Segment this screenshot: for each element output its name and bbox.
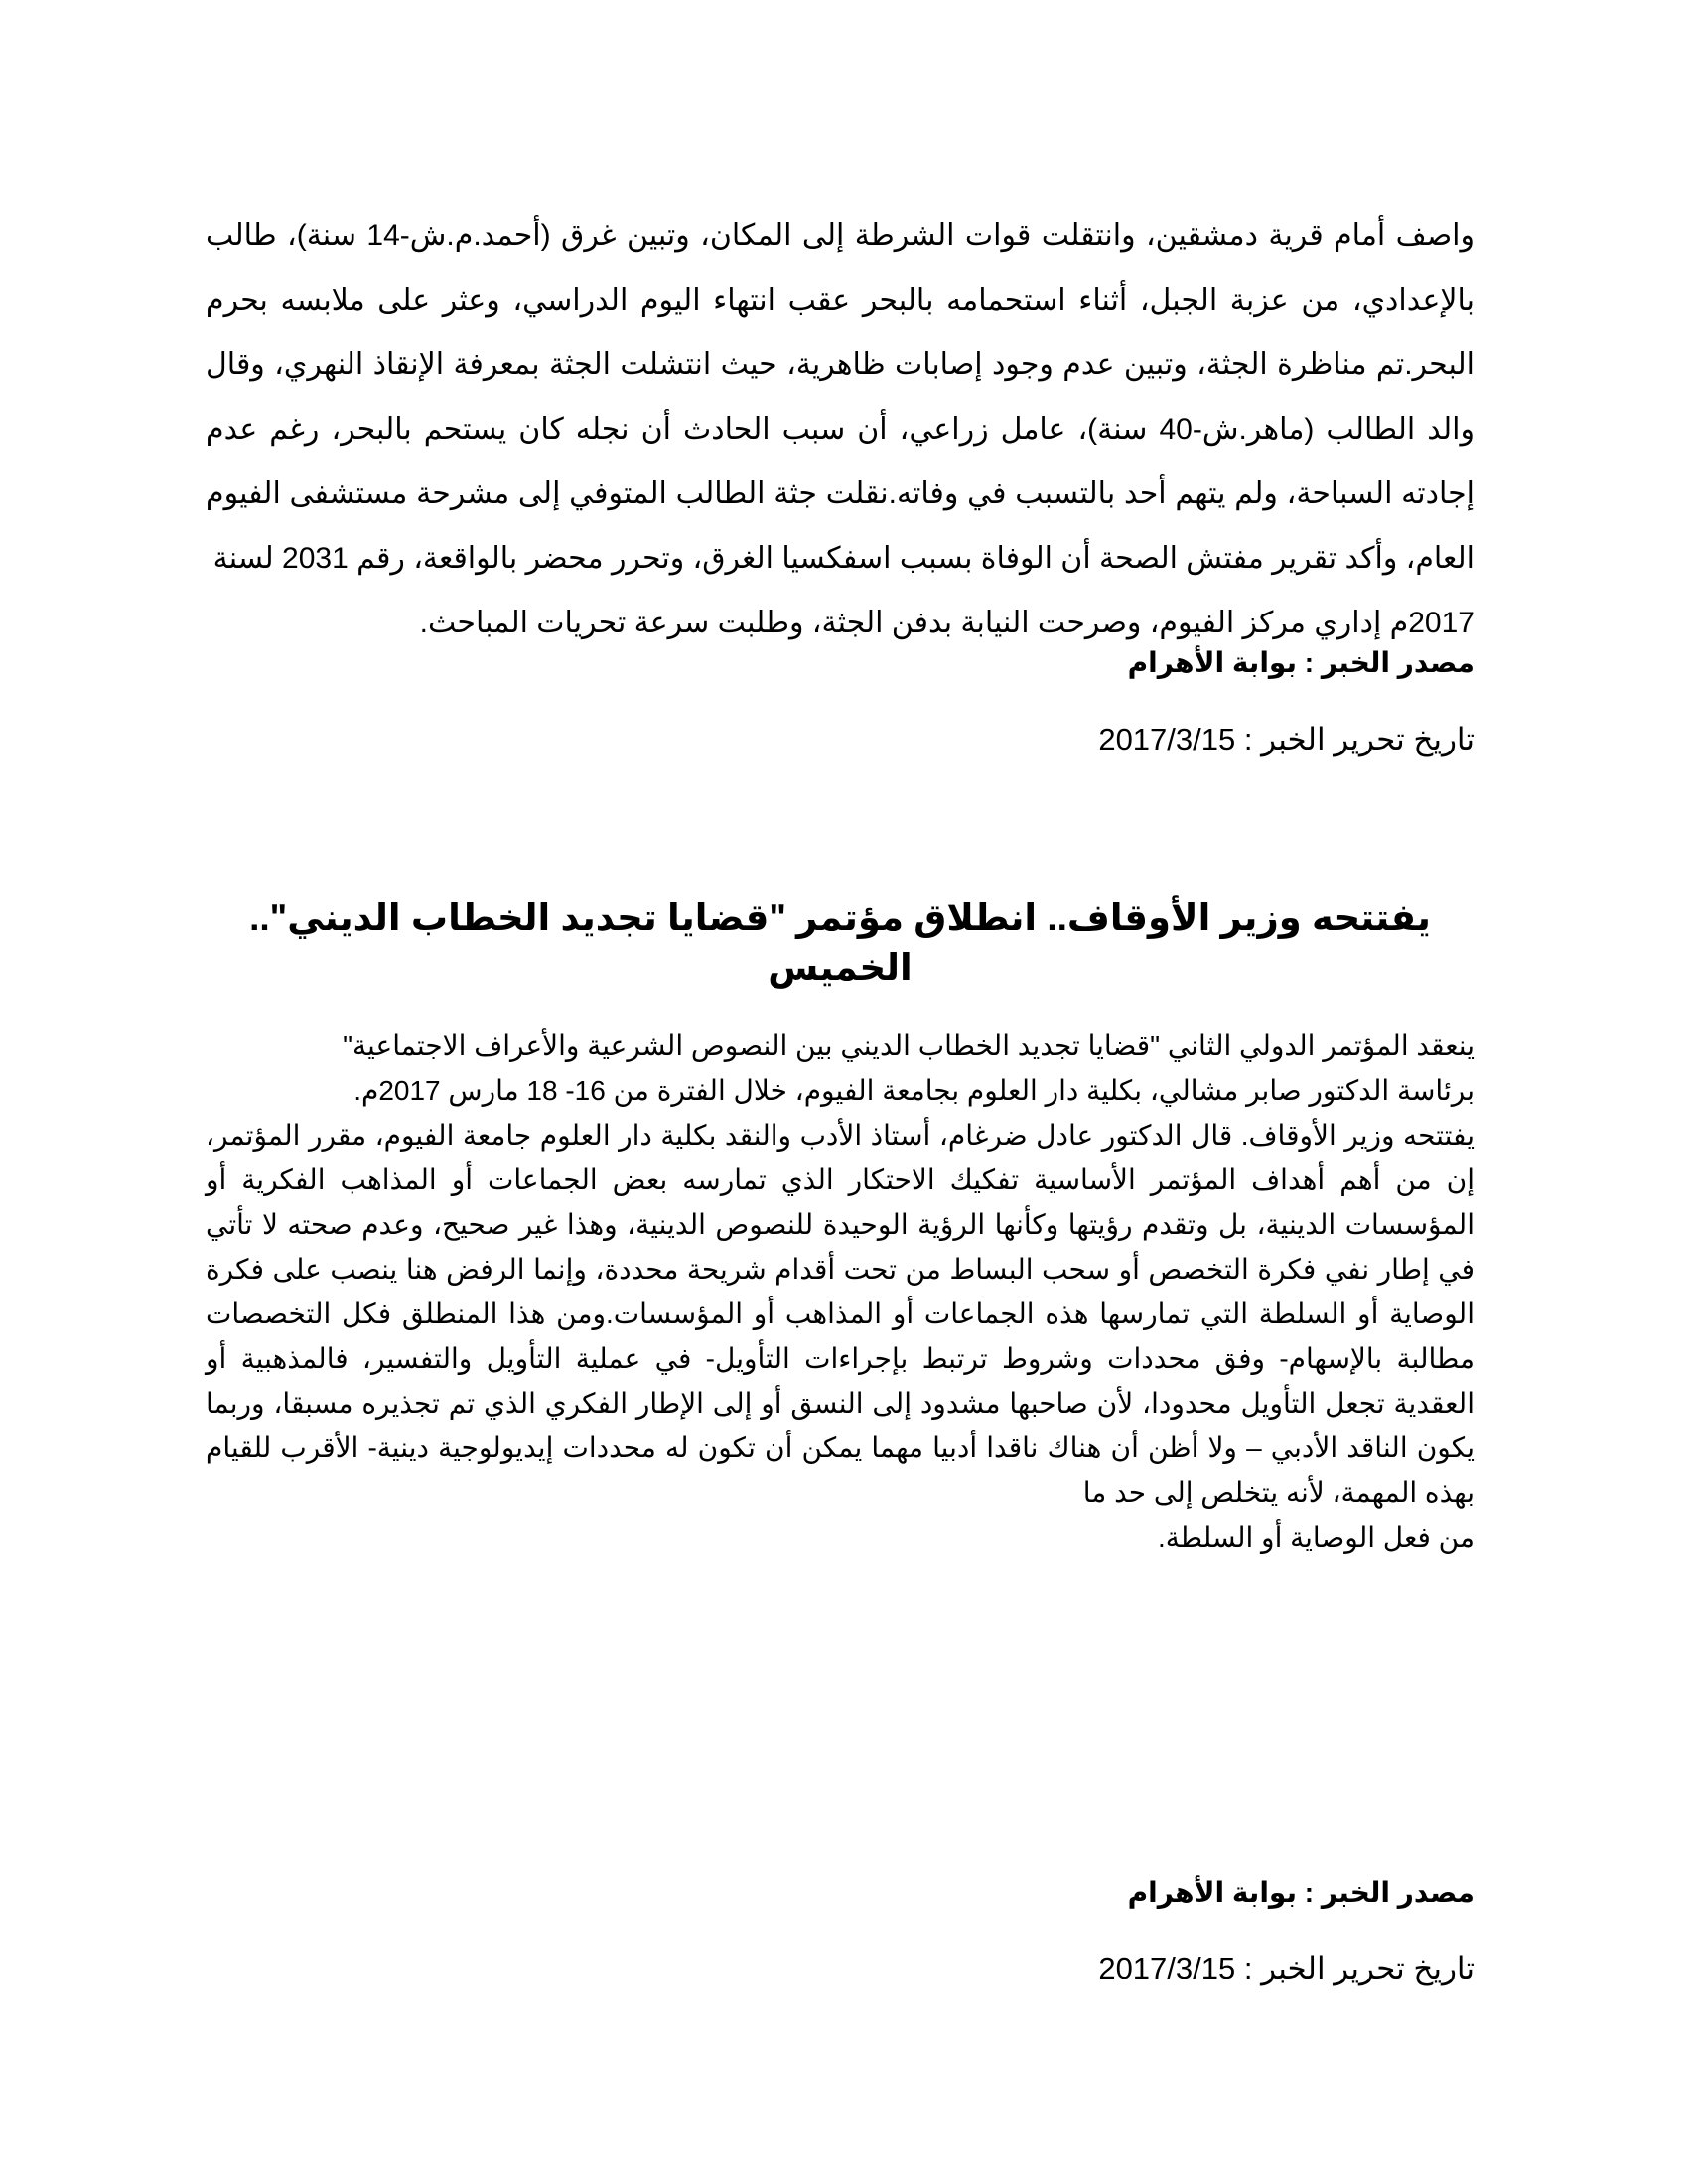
article1-body (206, 204, 1475, 655)
article2-paragraph: يفتتحه وزير الأوقاف. قال الدكتور عادل ضرغام، أستاذ الأدب والنقد بكلية دار العلوم جامعة الفيوم، مقرر المؤتمر، إن من أهم أهداف المؤتمر الأساسية تفكيك الاحتكار الذي تمارسه بعض الجماعات أو المذاهب الفكرية أو المؤسسات الدينية، بل وتقدم رؤيتها وكأنها الرؤية الوحيدة للنصوص الدينية، وهذا غير صحيح، وعدم صحته لا تأتي في إطار نفي فكرة التخصص أو سحب البساط من تحت أقدام شريحة محددة، وإنما الرفض هنا ينصب على فكرة الوصاية أو السلطة التي تمارسها هذه الجماعات أو المذاهب أو المؤسسات.ومن هذا المنطلق فكل التخصصات مطالبة بالإسهام- وفق محددات وشروط ترتبط بإجراءات التأويل- في عملية التأويل والتفسير، فالمذهبية أو العقدية تجعل التأويل محدودا، لأن صاحبها مشدود إلى النسق أو إلى الإطار الفكري الذي تم تجذيره مسبقا، وربما يكون الناقد الأدبي – ولا أظن أن هناك ناقدا أدبيا مهما يمكن أن تكون له محددات إيديولوجية دينية- الأقرب للقيام بهذه المهمة، لأنه يتخلص إلى حد ما (206, 1120, 1475, 1508)
article2-paragraph-last-line: من فعل الوصاية أو السلطة. (1157, 1522, 1475, 1553)
article1-paragraph: واصف أمام قرية دمشقين، وانتقلت قوات الشرطة إلى المكان، وتبين غرق (أحمد.م.ش-14 سنة)، طالب بالإعدادي، من عزبة الجبل، أثناء استحمامه بالبحر عقب انتهاء اليوم الدراسي، وعثر على ملابسه بحرم البحر.تم مناظرة الجثة، وتبين عدم وجود إصابات ظاهرية، حيث انتشلت الجثة بمعرفة الإنقاذ النهري، وقال والد الطالب (ماهر.ش-40 سنة)، عامل زراعي، أن سبب الحادث أن نجله كان يستحم بالبحر، رغم عدم إجادته السباحة، ولم يتهم أحد بالتسبب في وفاته.نقلت جثة الطالب المتوفي إلى مشرحة مستشفى الفيوم العام، وأكد تقرير مفتش الصحة أن الوفاة بسبب اسفكسيا الغرق، وتحرر محضر بالواقعة، رقم 2031 لسنة (206, 219, 1476, 575)
article2-headline: يفتتحه وزير الأوقاف.. انطلاق مؤتمر "قضايا تجديد الخطاب الديني".. الخميس (249, 897, 1431, 988)
article1-date: تاريخ تحرير الخبر : 2017/3/15 (1098, 722, 1475, 756)
article1-paragraph-last-line: 2017م إداري مركز الفيوم، وصرحت النيابة بدفن الجثة، وطلبت سرعة تحريات المباحث. (419, 607, 1475, 639)
article1-source: مصدر الخبر : بوابة الأهرام (1127, 647, 1475, 678)
article2-date: تاريخ تحرير الخبر : 2017/3/15 (1098, 1951, 1475, 1985)
article2-line-2: برئاسة الدكتور صابر مشالي، بكلية دار العلوم بجامعة الفيوم، خلال الفترة من 16- 18 مارس 2017م. (353, 1075, 1475, 1106)
article2-body (206, 1024, 1475, 1560)
article2-source: مصدر الخبر : بوابة الأهرام (1127, 1877, 1475, 1908)
article2-line-1: ينعقد المؤتمر الدولي الثاني "قضايا تجديد الخطاب الديني بين النصوص الشرعية والأعراف الاجتماعية" (343, 1030, 1475, 1061)
